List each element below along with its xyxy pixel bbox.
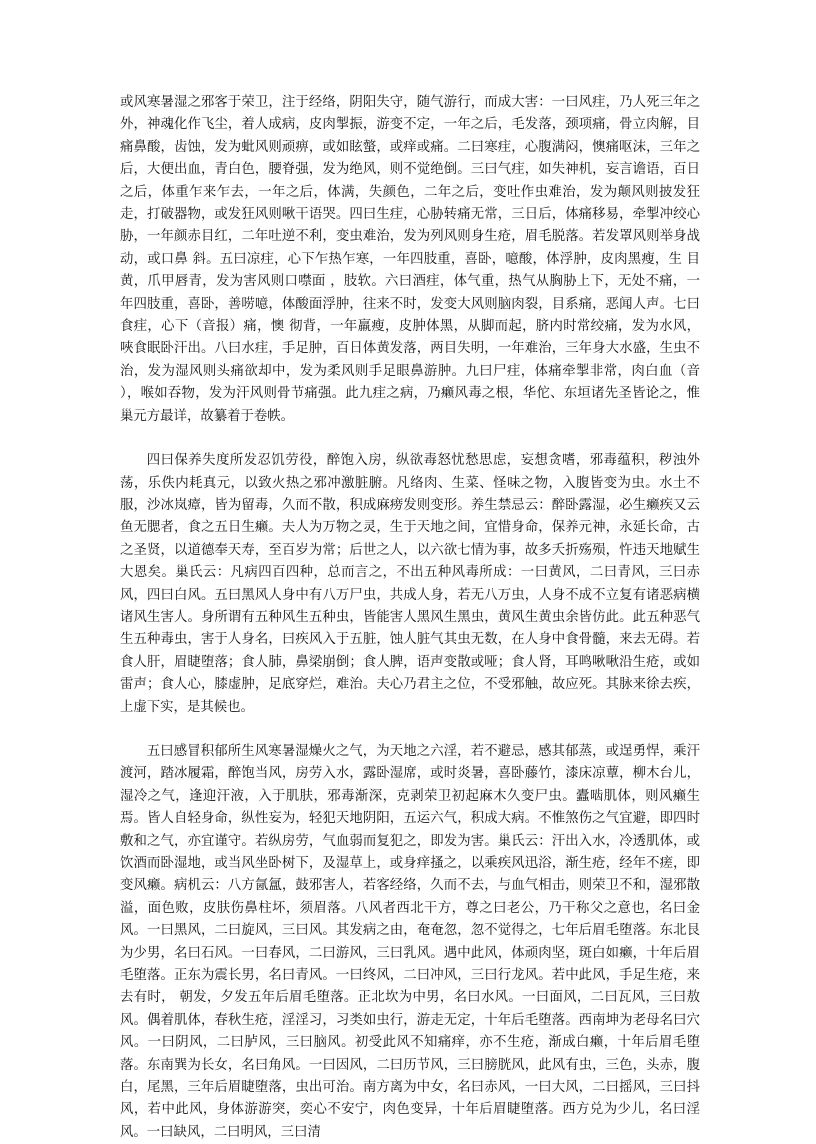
- paragraph-four-care: 四曰保养失度所发忍饥劳役，醉饱入房，纵欲毒怒忧愁思虑，妄想贪嗜，邪毒蕴积，秽浊外荡，乐佚内耗真元，以致火热之邪冲激脏腑。凡络肉、生菜、怪味之物，入腹皆变为虫。水土不服，沙冰岚瘴，皆为留毒，久而不散，积成麻痨发则变形。养生禁忌云：醉卧露湿，必生癞疾又云鱼无腮者，食之五日生癞。夫人为万物之灵，生于天地之间，宜惜身命，保养元神，永延长命，古之圣贤，以道德奉天寿，至百岁为常；后世之人，以六欲七情为事，故多夭折殇殒，忤违天地赋生大恩矣。巢氏云：凡病四百四种，总而言之，不出五种风毒所成：一曰黄风，二曰青风，三曰赤风，四曰白风。五曰黑风人身中有八万尸虫，共成人身，若无八万虫，人身不成不立复有诸恶病横诸风生害人。身所谓有五种风生五种虫，皆能害人黑风生黑虫，黄风生黄虫余皆仿此。此五种恶气生五种毒虫，害于人身名，曰疾风入于五脏，蚀人脏气其虫无数，在人身中食骨髓，来去无碍。若食人肝，眉睫堕落；食人肺，鼻梁崩倒；食人脾，语声变散或哑；食人肾，耳鸣啾啾沿生疮，或如雷声；食人心，膝虚肿，足底穿烂，难治。夫心乃君主之位，不受邪触，故应死。其脉来徐去疾，上虚下实，是其候也。: [120, 453, 700, 715]
- paragraph-gap: [120, 719, 700, 741]
- paragraph-five-invasion: 五曰感冒积郁所生风寒暑湿燥火之气，为天地之六淫，若不避忌，感其郁蒸，或逞勇悍，乘汗渡河，踏冰履霜，醉饱当风，房劳入水，露卧湿席，或时炎暑，喜卧藤竹，漆床凉蕈，柳木台儿，湿冷之气，逢迎汗液，入于肌肤，邪毒渐深，克剥荣卫初起麻木久变尸虫。蠹啮肌体，则风癞生焉。皆人自轻身命，纵性妄为，轻犯天地阴阳，五运六气，积成大病。不惟煞伤之气宜避，即四时敷和之气，亦宜谨守。若纵房劳，气血弱而复犯之，即发为害。巢氏云：汗出入水，冷透肌体，或饮酒而卧湿地，或当风坐卧树下，及湿草上，或身痒搔之，以乘疾风迅浴，渐生疮，经年不瘥，即变风癞。病机云：八方氤氲，鼓邪害人，若客经络，久而不去，与血气相击，则荣卫不和，湿邪散溢，面色败，皮肤伤鼻柱坏，须眉落。八风者西北干方，尊之曰老公，乃干称父之意也，名曰金风。一曰黑风，二曰旋风，三曰风。其发病之由，奄奄忽，忽不觉得之，七年后眉毛堕落。东北艮为少男，名曰石风。一曰春风，二曰游风，三曰乳风。遇中此风，体顽肉坚，斑白如癞，十年后眉毛堕落。正东为震长男，名曰青风。一曰终风，二曰冲风，三曰行龙风。若中此风，手足生疮，来去有时， 朝发，夕发五年后眉毛堕落。正北坎为中男，名曰水风。一曰面风，二曰瓦风，三曰敖风。偶着肌体，春秋生疮，淫淫习，习类如虫行，游走无定，十年后毛堕落。西南坤为老母名曰穴风。一曰阴风，二曰胪风，三曰脑风。初受此风不知痛痒，亦不生疮，渐成白癞，十年后眉毛堕落。东南巽为长女，名曰角风。一曰因风，二曰历节风，三曰膀胱风，此风有虫，三色，头赤，腹白，尾黑，三年后眉睫堕落，虫出可治。南方离为中女，名曰赤风，一曰大风，二曰摇风，三曰抖风，若中此风，身体游游突，奕心不安宁，肉色变异，十年后眉睫堕落。西方兑为少儿，名曰淫风。一曰缺风，二曰明风，三曰清: [120, 743, 700, 1140]
- document-page: [120, 92, 700, 1144]
- paragraph-gap: [120, 428, 700, 450]
- paragraph-nine-zhu: 或风寒暑湿之邪客于荣卫，注于经络，阴阳失守，随气游行，而成大害：一曰风疰，乃人死三年之外，神魂化作飞尘，着人成病，皮肉掣振，游变不定，一年之后，毛发落，颈项痛，骨立肉解，目痛鼻酸，齿蚀，发为蚍风则顽痹，或如眩螫，或痒或痛。二曰寒疰，心腹满闷，懊痛呕沫，三年之后，大便出血，青白色，腰脊强，发为绝风，则不觉绝倒。三曰气疰，如失神机，妄言谵语，百日之后，体重乍来乍去，一年之后，体满，失颜色，二年之后，变吐作虫难治，发为颠风则披发狂走，打破器物，或发狂风则啾干语哭。四曰生疰，心胁转痛无常，三日后，体痛移易，牵掣冲绞心胁，一年颜赤目红，二年吐逆不利，变虫难治，发为列风则身生疮，眉毛脱落。若发罩风则举身战动，或口鼻 斜。五曰凉疰，心下乍热乍寒，一年四肢重，喜卧，噫酸，体浮肿，皮肉黑瘦，生 目黄，爪甲唇青，发为害风则口噤面 ，肢软。六曰酒疰，体气重，热气从胸胁上下，无处不痛，一年四肢重，喜卧，善唠噫，体酸面浮肿，往来不时，发变大风则脑肉裂，目系痛，恶闻人声。七曰食疰，心下（音报）痛，懊 彻背，一年羸瘦，皮肿体黑，从脚而起，脐内时常绞痛，发为水风，唊食眠卧汗出。八曰水疰，手足肿，百日体黄发落，两目失明，一年难治，三年身大水盛，生虫不治，发为湿风则头痛欲却中，发为柔风则手足眼鼻游肿。九曰尸疰，体痛牵掣非常，肉白血（音 ），喉如吞物，发为汗风则骨节痛强。此九疰之病，乃癞风毒之根，华佗、东垣诸先圣皆论之，惟巢元方最详，故纂着于卷帙。: [120, 95, 700, 424]
